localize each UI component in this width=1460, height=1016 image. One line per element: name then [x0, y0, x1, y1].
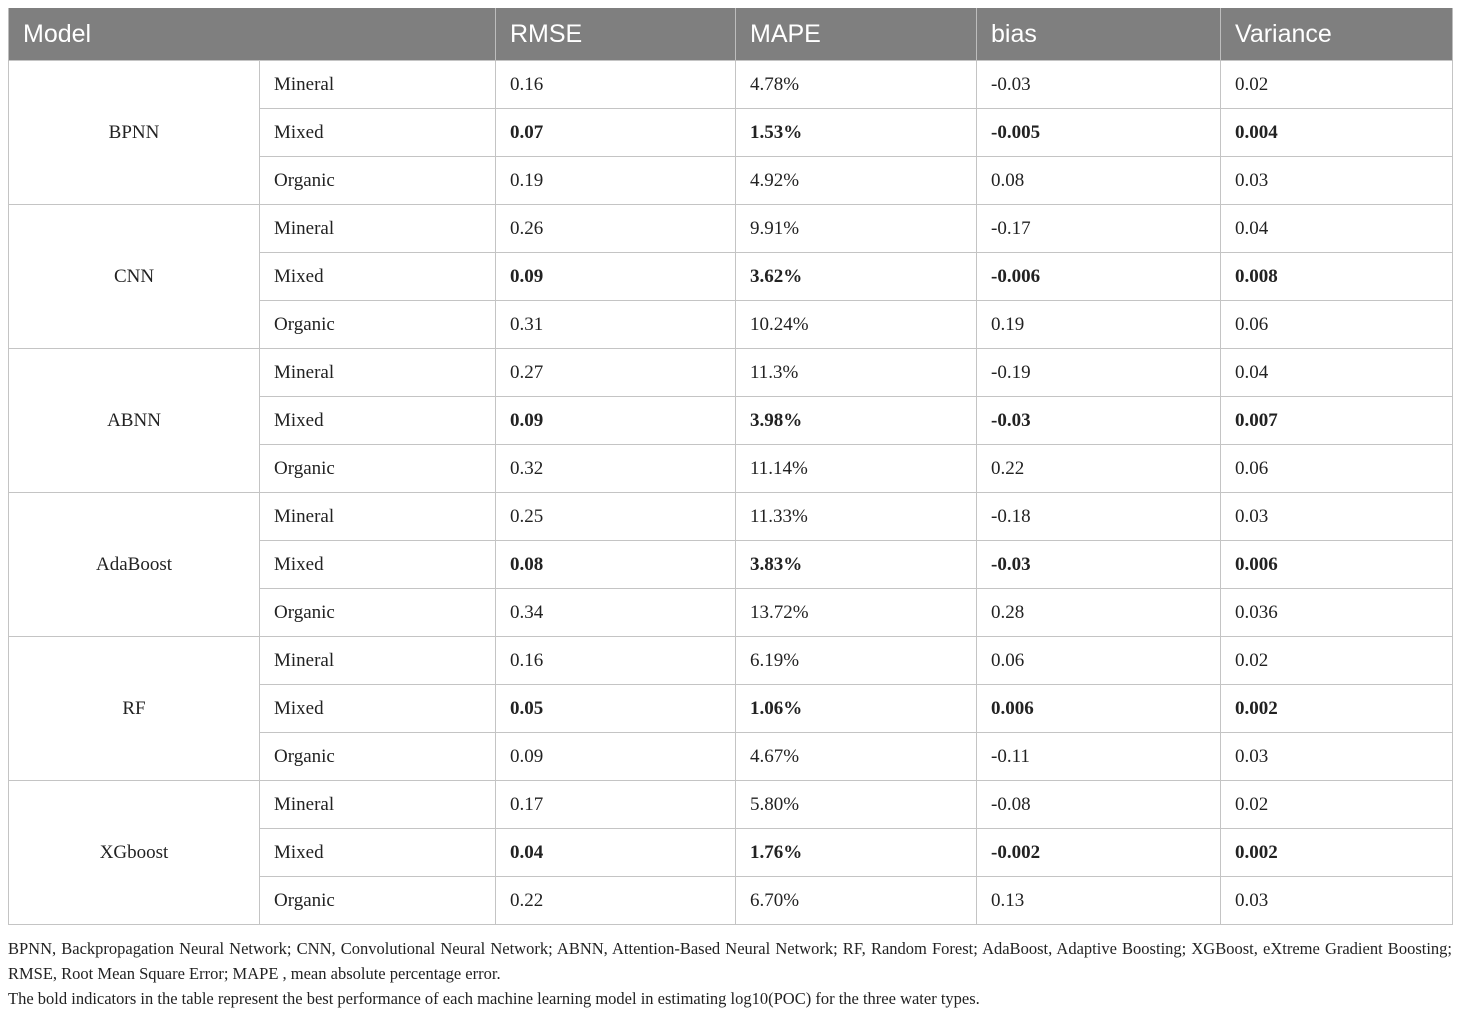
- variance-cell: 0.02: [1221, 781, 1453, 829]
- water-type-cell: Mixed: [260, 829, 496, 877]
- variance-cell: 0.03: [1221, 493, 1453, 541]
- bias-cell: 0.19: [977, 301, 1221, 349]
- model-name-cell: CNN: [9, 205, 260, 349]
- results-table-container: [8, 8, 1452, 925]
- variance-cell: 0.06: [1221, 445, 1453, 493]
- variance-cell: 0.036: [1221, 589, 1453, 637]
- header-bias: bias: [977, 8, 1221, 61]
- variance-cell: 0.007: [1221, 397, 1453, 445]
- header-row: [9, 8, 1453, 61]
- rmse-cell: 0.09: [496, 397, 736, 445]
- mape-cell: 3.98%: [736, 397, 977, 445]
- rmse-cell: 0.27: [496, 349, 736, 397]
- water-type-cell: Organic: [260, 445, 496, 493]
- bias-cell: -0.03: [977, 61, 1221, 109]
- mape-cell: 4.67%: [736, 733, 977, 781]
- variance-cell: 0.002: [1221, 829, 1453, 877]
- bias-cell: -0.08: [977, 781, 1221, 829]
- rmse-cell: 0.17: [496, 781, 736, 829]
- bias-cell: -0.006: [977, 253, 1221, 301]
- mape-cell: 6.70%: [736, 877, 977, 925]
- bias-cell: 0.006: [977, 685, 1221, 733]
- bold-note-footnote: The bold indicators in the table represent the best performance of each machine learning model in estimating log10(POC) for the three water types.: [8, 989, 980, 1008]
- bias-cell: -0.11: [977, 733, 1221, 781]
- water-type-cell: Organic: [260, 157, 496, 205]
- variance-cell: 0.002: [1221, 685, 1453, 733]
- table-row: [9, 61, 1453, 109]
- mape-cell: 10.24%: [736, 301, 977, 349]
- rmse-cell: 0.16: [496, 61, 736, 109]
- table-row: [9, 781, 1453, 829]
- mape-cell: 5.80%: [736, 781, 977, 829]
- bias-cell: 0.28: [977, 589, 1221, 637]
- mape-cell: 11.14%: [736, 445, 977, 493]
- rmse-cell: 0.09: [496, 733, 736, 781]
- variance-cell: 0.04: [1221, 205, 1453, 253]
- bias-cell: -0.18: [977, 493, 1221, 541]
- rmse-cell: 0.07: [496, 109, 736, 157]
- variance-cell: 0.006: [1221, 541, 1453, 589]
- header-variance: Variance: [1221, 8, 1453, 61]
- variance-cell: 0.03: [1221, 157, 1453, 205]
- variance-cell: 0.03: [1221, 877, 1453, 925]
- bias-cell: 0.06: [977, 637, 1221, 685]
- model-name-cell: BPNN: [9, 61, 260, 205]
- table-row: [9, 493, 1453, 541]
- water-type-cell: Mineral: [260, 637, 496, 685]
- rmse-cell: 0.16: [496, 637, 736, 685]
- mape-cell: 11.3%: [736, 349, 977, 397]
- model-name-cell: RF: [9, 637, 260, 781]
- model-name-cell: AdaBoost: [9, 493, 260, 637]
- rmse-cell: 0.25: [496, 493, 736, 541]
- mape-cell: 4.92%: [736, 157, 977, 205]
- table-body: [9, 61, 1453, 925]
- variance-cell: 0.02: [1221, 61, 1453, 109]
- bias-cell: -0.005: [977, 109, 1221, 157]
- rmse-cell: 0.05: [496, 685, 736, 733]
- rmse-cell: 0.09: [496, 253, 736, 301]
- rmse-cell: 0.34: [496, 589, 736, 637]
- variance-cell: 0.02: [1221, 637, 1453, 685]
- water-type-cell: Mixed: [260, 397, 496, 445]
- variance-cell: 0.008: [1221, 253, 1453, 301]
- abbreviations-footnote: BPNN, Backpropagation Neural Network; CNN, Convolutional Neural Network; ABNN, Attention-Based Neural Network; RF, Random Forest; AdaBoost, Adaptive Boosting; XGBoost, eXtreme Gradient Boosting; RMSE, Root Mean Square Error; MAPE , mean absolute percentage error.: [8, 939, 1452, 983]
- bias-cell: -0.03: [977, 541, 1221, 589]
- variance-cell: 0.04: [1221, 349, 1453, 397]
- rmse-cell: 0.19: [496, 157, 736, 205]
- water-type-cell: Organic: [260, 733, 496, 781]
- water-type-cell: Mineral: [260, 205, 496, 253]
- rmse-cell: 0.26: [496, 205, 736, 253]
- mape-cell: 4.78%: [736, 61, 977, 109]
- mape-cell: 11.33%: [736, 493, 977, 541]
- rmse-cell: 0.32: [496, 445, 736, 493]
- water-type-cell: Mineral: [260, 349, 496, 397]
- table-row: [9, 349, 1453, 397]
- table-row: [9, 205, 1453, 253]
- bias-cell: -0.002: [977, 829, 1221, 877]
- water-type-cell: Organic: [260, 589, 496, 637]
- variance-cell: 0.03: [1221, 733, 1453, 781]
- mape-cell: 3.62%: [736, 253, 977, 301]
- water-type-cell: Organic: [260, 877, 496, 925]
- bias-cell: 0.22: [977, 445, 1221, 493]
- water-type-cell: Mixed: [260, 685, 496, 733]
- water-type-cell: Mineral: [260, 493, 496, 541]
- model-name-cell: ABNN: [9, 349, 260, 493]
- results-table: [8, 8, 1453, 925]
- water-type-cell: Mixed: [260, 253, 496, 301]
- bias-cell: -0.03: [977, 397, 1221, 445]
- mape-cell: 1.76%: [736, 829, 977, 877]
- rmse-cell: 0.08: [496, 541, 736, 589]
- mape-cell: 13.72%: [736, 589, 977, 637]
- bias-cell: 0.13: [977, 877, 1221, 925]
- water-type-cell: Organic: [260, 301, 496, 349]
- bias-cell: 0.08: [977, 157, 1221, 205]
- rmse-cell: 0.22: [496, 877, 736, 925]
- mape-cell: 1.53%: [736, 109, 977, 157]
- table-footnotes: [8, 936, 1452, 1011]
- water-type-cell: Mixed: [260, 109, 496, 157]
- rmse-cell: 0.31: [496, 301, 736, 349]
- water-type-cell: Mineral: [260, 61, 496, 109]
- variance-cell: 0.004: [1221, 109, 1453, 157]
- variance-cell: 0.06: [1221, 301, 1453, 349]
- header-rmse: RMSE: [496, 8, 736, 61]
- model-name-cell: XGboost: [9, 781, 260, 925]
- water-type-cell: Mixed: [260, 541, 496, 589]
- mape-cell: 9.91%: [736, 205, 977, 253]
- bias-cell: -0.19: [977, 349, 1221, 397]
- rmse-cell: 0.04: [496, 829, 736, 877]
- mape-cell: 1.06%: [736, 685, 977, 733]
- header-mape: MAPE: [736, 8, 977, 61]
- mape-cell: 6.19%: [736, 637, 977, 685]
- header-model: Model: [9, 8, 496, 61]
- mape-cell: 3.83%: [736, 541, 977, 589]
- table-row: [9, 637, 1453, 685]
- water-type-cell: Mineral: [260, 781, 496, 829]
- bias-cell: -0.17: [977, 205, 1221, 253]
